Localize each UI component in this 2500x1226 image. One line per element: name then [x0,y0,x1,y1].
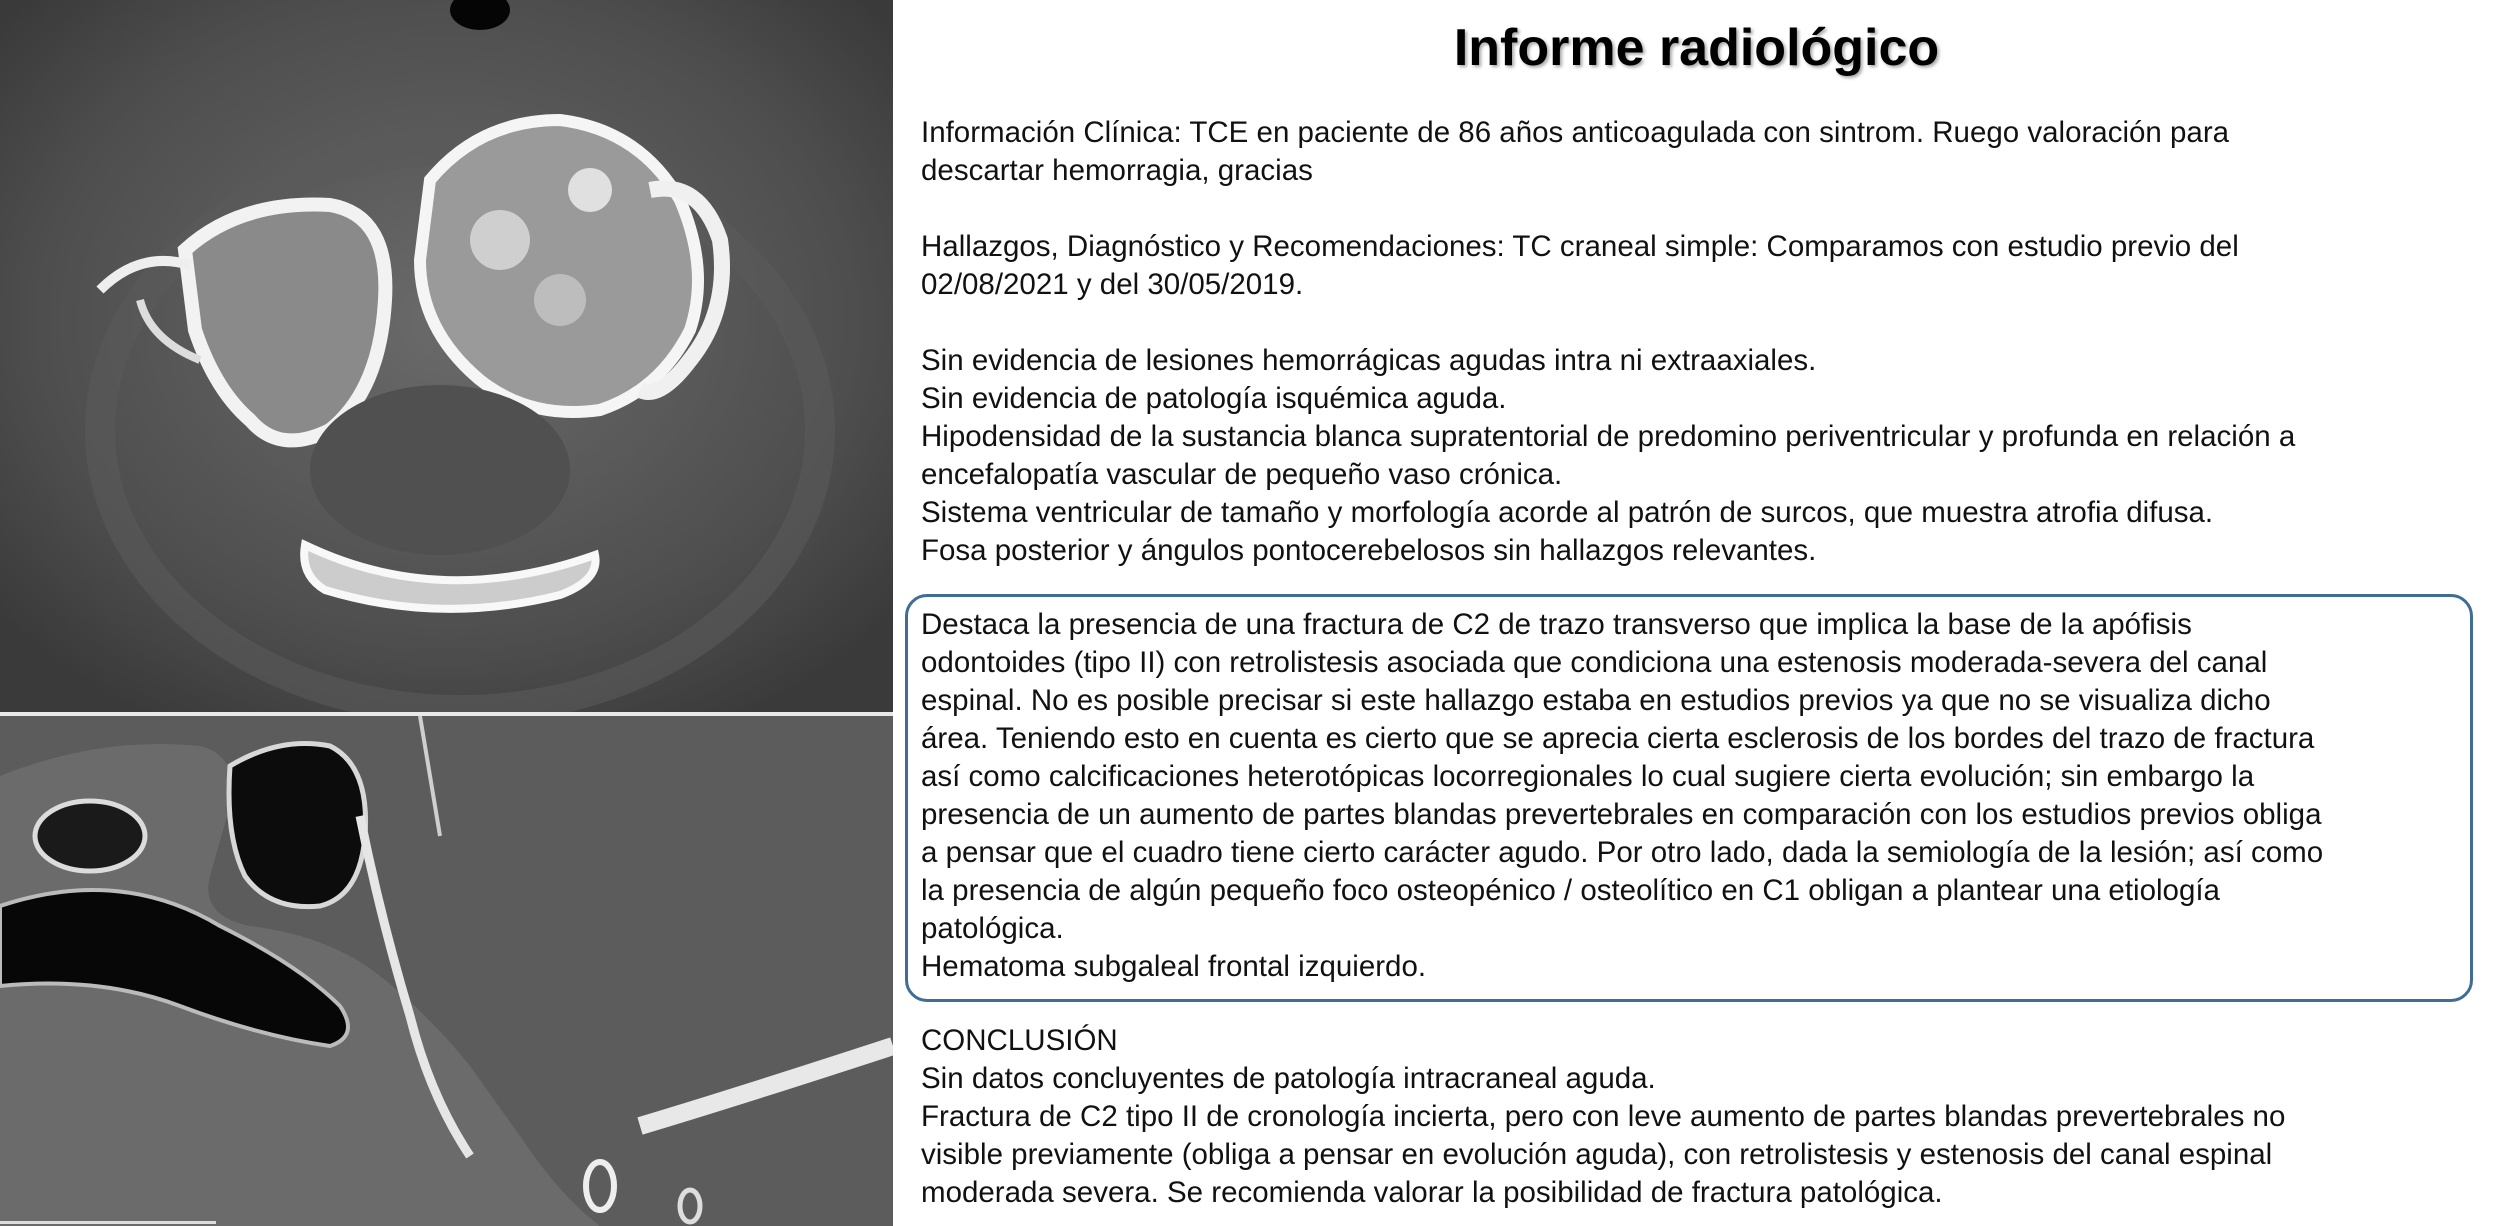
report-title: Informe radiológico [1453,19,1940,77]
ct-sagittal-image [0,716,893,1226]
highlight-line: Destaca la presencia de una fractura de C2 de trazo transverso que implica la base de la apófisis [921,608,2192,641]
ct-images-panel [0,0,893,1226]
finding-line: Hipodensidad de la sustancia blanca supratentorial de predomino periventricular y profunda en relación a [921,420,2296,453]
ct-axial-image [0,0,893,712]
highlighted-finding [921,606,2491,986]
highlight-line: la presencia de algún pequeño foco osteopénico / osteolítico en C1 obligan a plantear una etiología [921,874,2220,907]
findings-list [921,342,2491,570]
highlight-line: área. Teniendo esto en cuenta es cierto que se aprecia cierta esclerosis de los bordes del trazo de fractura [921,722,2315,755]
scale-bar [0,1221,216,1224]
finding-line: Fosa posterior y ángulos pontocerebelosos sin hallazgos relevantes. [921,534,1817,567]
conclusion-line: moderada severa. Se recomienda valorar la posibilidad de fractura patológica. [921,1176,1943,1209]
radiology-report [893,0,2500,1226]
conclusion-line: Sin datos concluyentes de patología intracraneal aguda. [921,1062,1656,1095]
highlight-line: odontoides (tipo II) con retrolistesis asociada que condiciona una estenosis moderada-severa del canal [921,646,2268,679]
finding-line: Sin evidencia de patología isquémica aguda. [921,382,1507,415]
clinical-info-line: Información Clínica: TCE en paciente de 86 años anticoagulada con sintrom. Ruego valoración para [921,116,2230,149]
highlight-line: patológica. [921,912,1064,945]
conclusion-line: visible previamente (obliga a pensar en evolución aguda), con retrolistesis y estenosis del canal espinal [921,1138,2273,1171]
highlight-line: espinal. No es posible precisar si este hallazgo estaba en estudios previos ya que no se visualiza dicho [921,684,2271,717]
finding-line: encefalopatía vascular de pequeño vaso crónica. [921,458,1563,491]
highlight-line: así como calcificaciones heterotópicas locorregionales lo cual sugiere cierta evolución; sin embargo la [921,760,2255,793]
highlight-line: Hematoma subgaleal frontal izquierdo. [921,950,1427,983]
finding-line: Sistema ventricular de tamaño y morfología acorde al patrón de surcos, que muestra atrofia difusa. [921,496,2214,529]
findings-intro-line: 02/08/2021 y del 30/05/2019. [921,268,1304,301]
conclusion-heading: CONCLUSIÓN [921,1024,1118,1057]
clinical-info-line: descartar hemorragia, gracias [921,154,1313,187]
findings-intro [921,228,2491,304]
findings-intro-line: Hallazgos, Diagnóstico y Recomendaciones: TC craneal simple: Comparamos con estudio previo del [921,230,2239,263]
conclusion [921,1022,2491,1212]
clinical-info [921,114,2491,190]
highlight-line: a pensar que el cuadro tiene cierto carácter agudo. Por otro lado, dada la semiología de la lesión; así como [921,836,2324,869]
conclusion-line: Fractura de C2 tipo II de cronología incierta, pero con leve aumento de partes blandas prevertebrales no [921,1100,2286,1133]
finding-line: Sin evidencia de lesiones hemorrágicas agudas intra ni extraaxiales. [921,344,1817,377]
highlight-line: presencia de un aumento de partes blandas prevertebrales en comparación con los estudios previos obliga [921,798,2322,831]
